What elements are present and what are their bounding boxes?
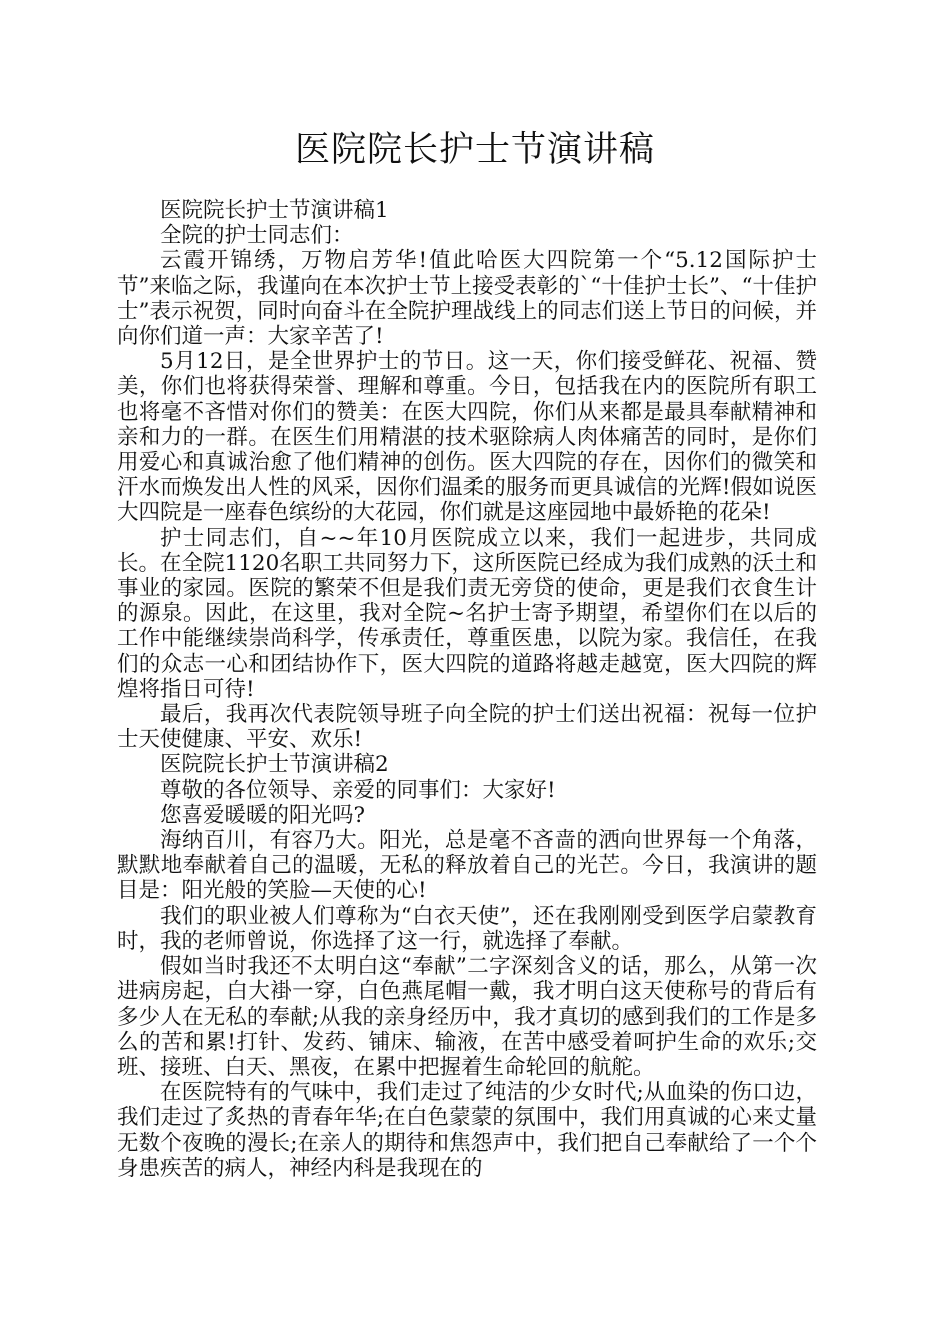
paragraph: 在医院特有的气味中，我们走过了纯洁的少女时代;从血染的伤口边，我们走过了炙热的青春年华;在白色蒙蒙的氛围中，我们用真诚的心来丈量无数个夜晚的漫长;在亲人的期待和焦怨声中，我们把自己奉献给了一个个身患疾苦的病人，神经内科是我现在的 — [117, 1080, 817, 1181]
paragraph: 假如当时我还不太明白这“奉献”二字深刻含义的话，那么，从第一次进病房起，白大褂一穿，白色燕尾帽一戴，我才明白这天使称号的背后有多少人在无私的奉献;从我的亲身经历中，我才真切的感到我们的工作是多么的苦和累!打针、发药、铺床、输液，在苦中感受着呵护生命的欢乐;交班、接班、白天、黑夜，在累中把握着生命轮回的航舵。 — [117, 954, 817, 1080]
paragraph: 最后，我再次代表院领导班子向全院的护士们送出祝福：祝每一位护士天使健康、平安、欢乐! — [117, 702, 817, 753]
paragraph: 尊敬的各位领导、亲爱的同事们：大家好! — [160, 777, 556, 803]
paragraph: 护士同志们，自~~年10月医院成立以来，我们一起进步，共同成长。在全院1120名职工共同努力下，这所医院已经成为我们成熟的沃土和事业的家园。医院的繁荣不但是我们责无旁贷的使命，更是我们衣食生计的源泉。因此，在这里，我对全院~名护士寄予期望，希望你们在以后的工作中能继续崇尚科学，传承责任，尊重医患，以院为家。我信任，在我们的众志一心和团结协作下，医大四院的道路将越走越宽，医大四院的辉煌将指日可待! — [117, 525, 817, 702]
paragraph: 您喜爱暖暖的阳光吗? — [160, 802, 366, 828]
paragraph: 云霞开锦绣，万物启芳华!值此哈医大四院第一个“5.12国际护士节”来临之际，我谨向在本次护士节上接受表彰的`“十佳护士长”、“十佳护士”表示祝贺，同时向奋斗在全院护理战线上的同志们送上节日的问候，并向你们道一声：大家辛苦了! — [117, 248, 817, 350]
paragraph: 我们的职业被人们尊称为“白衣天使”，还在我刚刚受到医学启蒙教育时，我的老师曾说，你选择了这一行，就选择了奉献。 — [117, 903, 817, 954]
paragraph: 5月12日，是全世界护士的节日。这一天，你们接受鲜花、祝福、赞美，你们也将获得荣誉、理解和尊重。今日，包括我在内的医院所有职工也将毫不吝惜对你们的赞美：在医大四院，你们从来都是最具奉献精神和亲和力的一群。在医生们用精湛的技术驱除病人肉体痛苦的同时，是你们用爱心和真诚治愈了他们精神的创伤。医大四院的存在，因你们的微笑和汗水而焕发出人性的风采，因你们温柔的服务而更具诚信的光辉!假如说医大四院是一座春色缤纷的大花园，你们就是这座园地中最娇艳的花朵! — [117, 349, 817, 526]
document-title: 医院院长护士节演讲稿 — [294, 130, 655, 170]
document-body — [117, 198, 817, 1181]
paragraph: 全院的护士同志们： — [160, 223, 354, 249]
paragraph: 海纳百川，有容乃大。阳光，总是毫不吝啬的洒向世界每一个角落，默默地奉献着自己的温暖，无私的释放着自己的光芒。今日，我演讲的题目是：阳光般的笑脸—天使的心! — [117, 828, 817, 904]
paragraph: 医院院长护士节演讲稿2 — [160, 752, 389, 778]
paragraph: 医院院长护士节演讲稿1 — [160, 198, 389, 223]
